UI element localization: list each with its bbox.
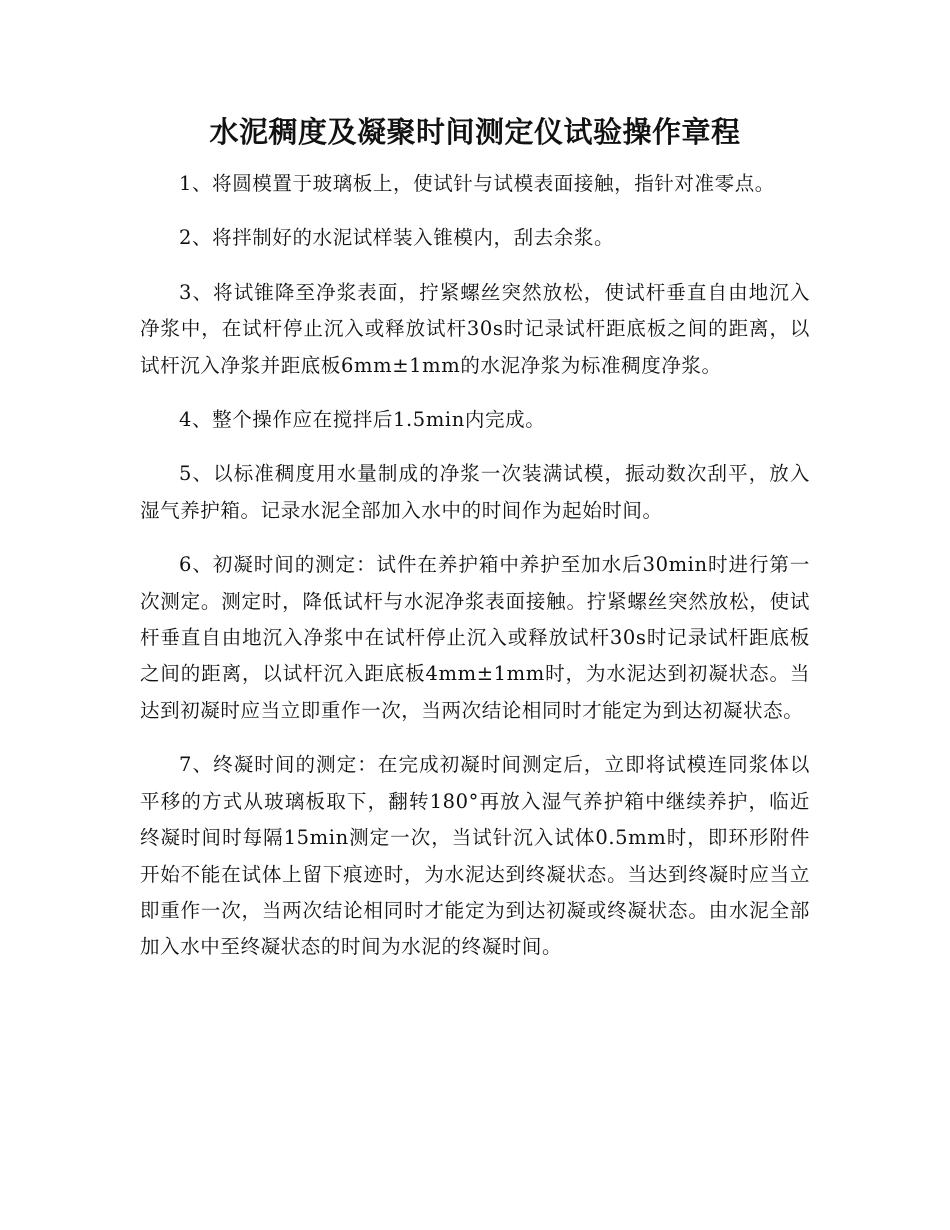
paragraph-step-4: 4、整个操作应在搅拌后1.5min内完成。: [179, 408, 546, 432]
paragraph-step-6: 6、初凝时间的测定：试件在养护箱中养护至加水后30min时进行第一次测定。测定时，降低试杆与水泥净浆表面接触。拧紧螺丝突然放松，使试杆垂直自由地沉入净浆中在试杆停止沉入或释放试杆30s时记录试杆距底板之间的距离，以试杆沉入距底板4mm±1mm时，为水泥达到初凝状态。当达到初凝时应当立即重作一次，当两次结论相同时才能定为到达初凝状态。: [140, 553, 810, 722]
paragraph-step-5: 5、以标准稠度用水量制成的净浆一次装满试模，振动数次刮平，放入湿气养护箱。记录水泥全部加入水中的时间作为起始时间。: [140, 462, 810, 522]
paragraph-step-2: 2、将拌制好的水泥试样装入锥模内，刮去余浆。: [179, 226, 615, 250]
paragraph-step-1: 1、将圆模置于玻璃板上，使试针与试模表面接触，指针对准零点。: [179, 172, 775, 195]
document-body: [140, 166, 810, 984]
document-title: 水泥稠度及凝聚时间测定仪试验操作章程: [209, 115, 741, 149]
paragraph-step-3: 3、将试锥降至净浆表面，拧紧螺丝突然放松，使试杆垂直自由地沉入净浆中，在试杆停止沉入或释放试杆30s时记录试杆距底板之间的距离，以试杆沉入净浆并距底板6mm±1mm的水泥净浆为标准稠度净浆。: [140, 280, 810, 377]
paragraph-step-7: 7、终凝时间的测定：在完成初凝时间测定后，立即将试模连同浆体以平移的方式从玻璃板取下，翻转180°再放入湿气养护箱中继续养护，临近终凝时间时每隔15min测定一次，当试针沉入试体0.5mm时，即环形附件开始不能在试体上留下痕迹时，为水泥达到终凝状态。当达到终凝时应当立即重作一次，当两次结论相同时才能定为到达初凝或终凝状态。由水泥全部加入水中至终凝状态的时间为水泥的终凝时间。: [140, 753, 810, 959]
